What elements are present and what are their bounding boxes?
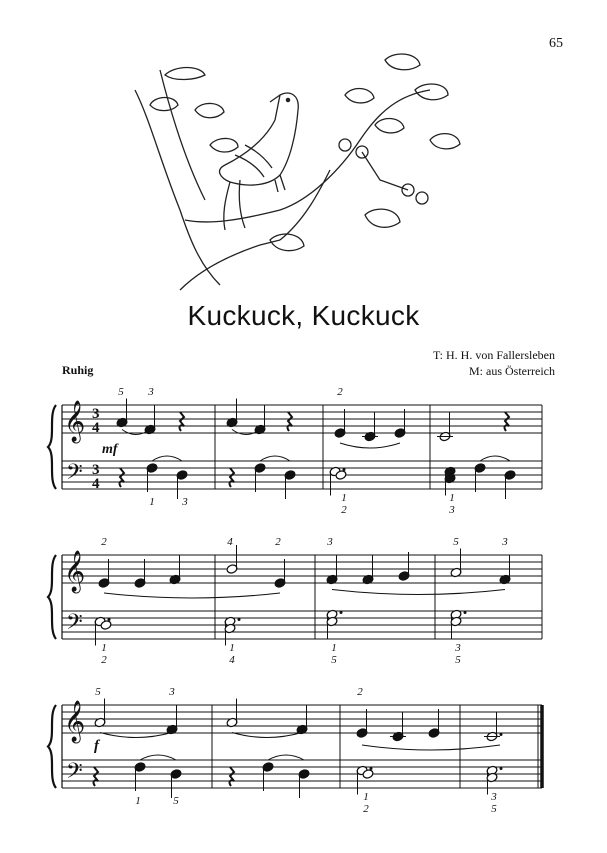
- fingering: 3: [455, 642, 461, 654]
- fingering: 1: [363, 791, 369, 803]
- system-brace: [48, 555, 56, 639]
- time-signature-bottom: 4: [92, 476, 100, 492]
- quarter-rest: [288, 412, 292, 431]
- slur: [362, 745, 500, 750]
- fingering: 1: [149, 496, 155, 508]
- fingering: 4: [229, 654, 235, 666]
- dot: [500, 733, 503, 736]
- quarter-rest: [94, 767, 98, 786]
- fingering: 3: [169, 686, 175, 698]
- fingering: 2: [357, 686, 363, 698]
- fingering: 2: [275, 536, 281, 548]
- fingering: 3: [148, 386, 154, 398]
- treble-clef-icon: 𝄞: [64, 401, 86, 441]
- tempo-marking: Ruhig: [62, 363, 94, 377]
- slur: [480, 456, 510, 461]
- slur: [268, 755, 304, 760]
- quarter-rest: [180, 412, 184, 431]
- fingering: 5: [331, 654, 337, 666]
- fingering: 2: [363, 803, 369, 815]
- time-signature-bottom: 4: [92, 420, 100, 436]
- page-number: 65: [549, 36, 563, 51]
- fingering: 5: [118, 386, 124, 398]
- slur: [340, 443, 400, 448]
- quarter-rest: [230, 468, 234, 487]
- fingering: 2: [101, 536, 107, 548]
- fingering: 2: [101, 654, 107, 666]
- slur: [332, 590, 505, 595]
- lyricist-credit: T: H. H. von Fallersleben: [432, 348, 555, 362]
- bass-clef-icon: 𝄢: [66, 610, 83, 639]
- fingering: 5: [491, 803, 497, 815]
- fingering: 1: [331, 642, 337, 654]
- system-brace: [48, 705, 56, 788]
- quarter-rest: [230, 767, 234, 786]
- slur: [260, 456, 290, 461]
- system-brace: [48, 405, 56, 489]
- song-title: Kuckuck, Kuckuck: [187, 300, 420, 331]
- fingering: 1: [449, 492, 455, 504]
- fingering: 1: [229, 642, 235, 654]
- fingering: 1: [135, 795, 141, 807]
- composer-credit: M: aus Österreich: [469, 364, 555, 378]
- bass-clef-icon: 𝄢: [66, 460, 83, 489]
- dot: [500, 767, 503, 770]
- quarter-rest: [505, 412, 509, 431]
- fingering: 1: [101, 642, 107, 654]
- fingering: 4: [227, 536, 233, 548]
- quarter-rest: [120, 468, 124, 487]
- fingering: 2: [337, 386, 343, 398]
- treble-clef-icon: 𝄞: [64, 551, 86, 591]
- dot: [238, 618, 241, 621]
- dynamic-mf: mf: [102, 442, 118, 457]
- fingering: 5: [95, 686, 101, 698]
- fingering: 3: [327, 536, 333, 548]
- dynamic-f: f: [94, 738, 99, 754]
- fingering: 5: [455, 654, 461, 666]
- slur: [152, 456, 182, 461]
- slur: [104, 593, 280, 598]
- fingering: 3: [502, 536, 508, 548]
- slur: [140, 755, 176, 760]
- dot: [464, 611, 467, 614]
- treble-clef-icon: 𝄞: [64, 701, 86, 741]
- fingering: 5: [173, 795, 179, 807]
- fingering: 3: [182, 496, 188, 508]
- dot: [340, 611, 343, 614]
- time-signature-top: 3: [92, 462, 100, 478]
- bass-clef-icon: 𝄢: [66, 759, 83, 788]
- fingering: 5: [453, 536, 459, 548]
- time-signature-top: 3: [92, 406, 100, 422]
- fingering: 1: [341, 492, 347, 504]
- fingering: 2: [341, 504, 347, 516]
- fingering: 3: [491, 791, 497, 803]
- fingering: 3: [449, 504, 455, 516]
